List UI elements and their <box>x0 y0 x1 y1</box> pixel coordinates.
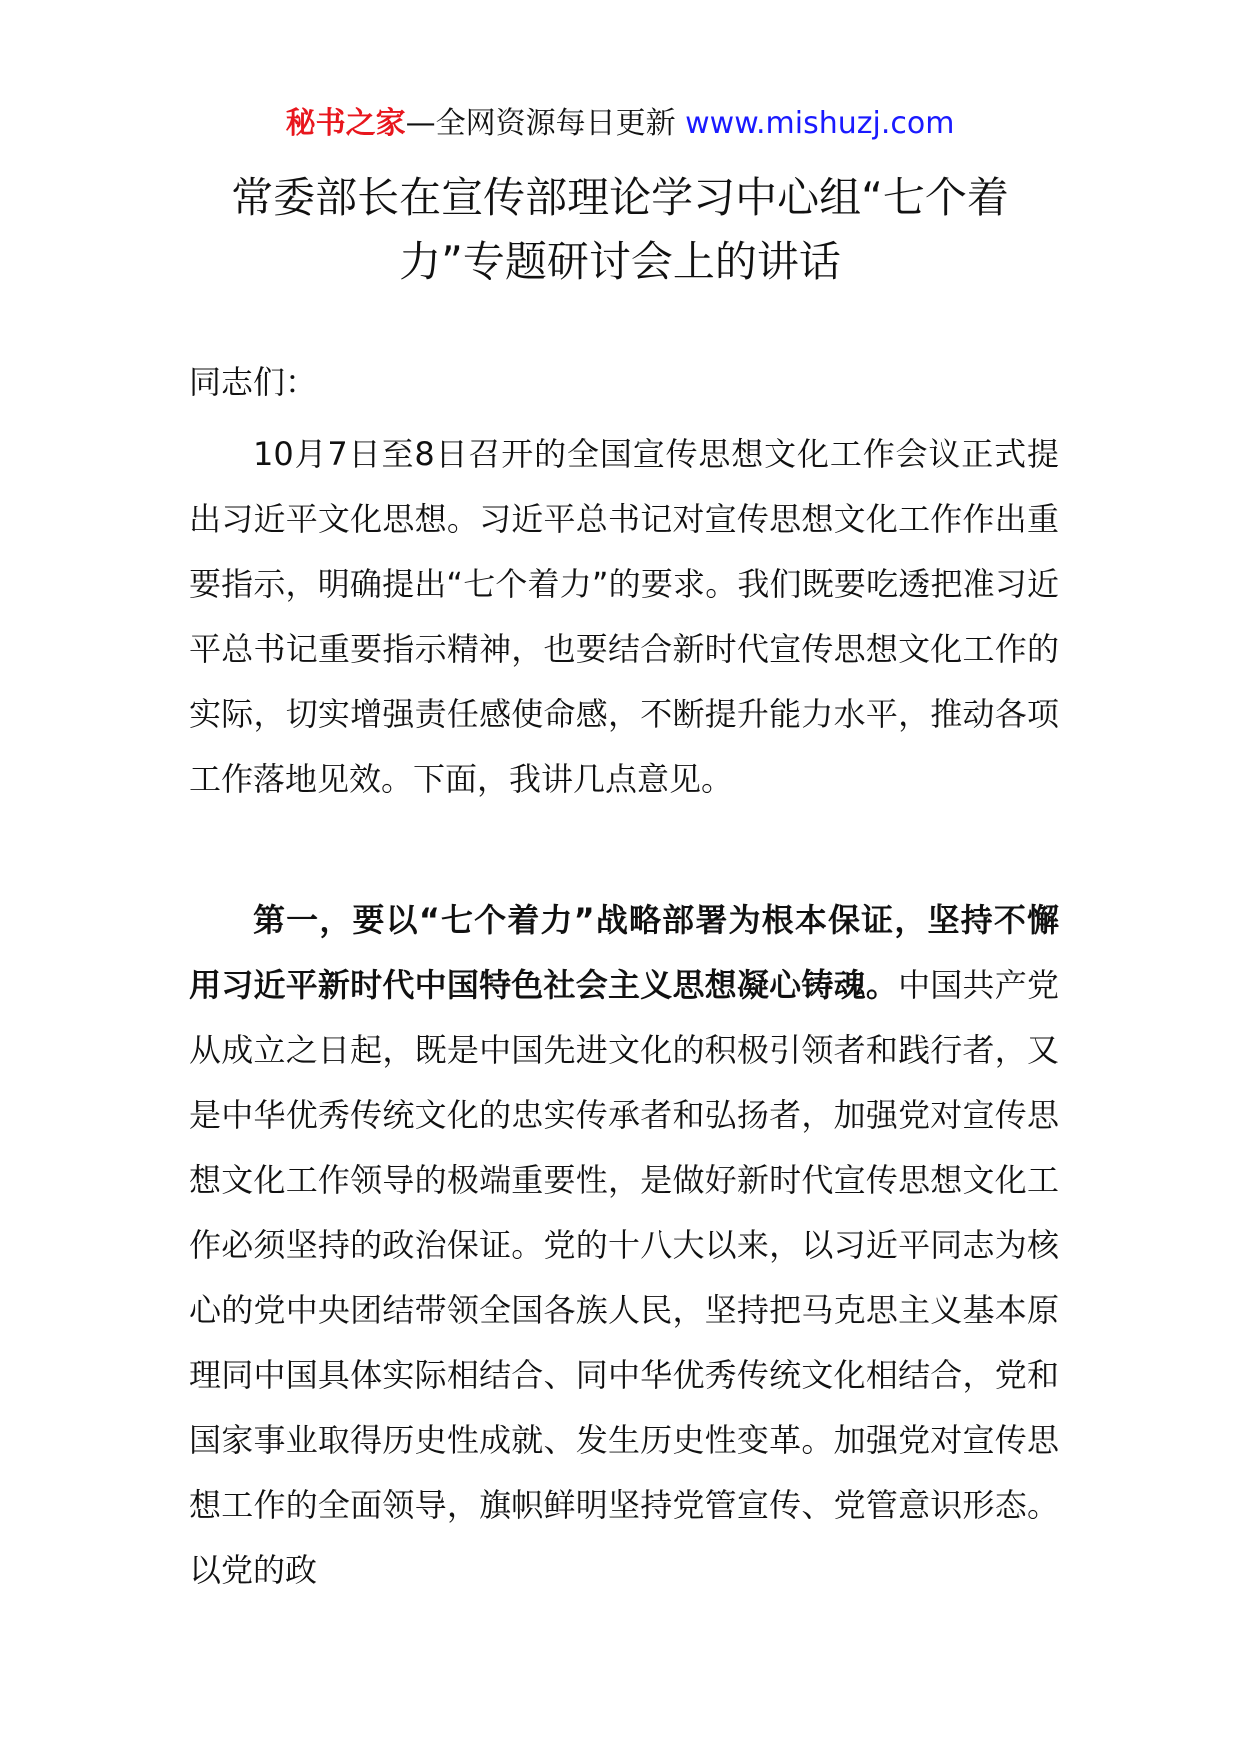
paragraph-2 <box>189 888 1059 1603</box>
paragraph-1 <box>189 422 1059 812</box>
salutation: 同志们： <box>189 363 318 401</box>
paragraph-2-text: 中国共产党从成立之日起，既是中国先进文化的积极引领者和践行者，又是中华优秀传统文化的忠实传承者和弘扬者，加强党对宣传思想文化工作领导的极端重要性，是做好新时代宣传思想文化工作必须坚持的政治保证。党的十八大以来，以习近平同志为核心的党中央团结带领全国各族人民，坚持把马克思主义基本原理同中国具体实际相结合、同中华优秀传统文化相结合，党和国家事业取得历史性成就、发生历史性变革。加强党对宣传思想工作的全面领导，旗帜鲜明坚持党管宣传、党管意识形态。以党的政 <box>189 966 1059 1589</box>
brand-name: 秘书之家 <box>285 106 406 141</box>
paragraph-2-lead: 第一，要以“七个着力”战略部署为根本保证，坚持不懈用习近平新时代中国特色社会主义思想凝心铸魂。 <box>189 901 1059 1004</box>
paragraph-1-text: 10月7日至8日召开的全国宣传思想文化工作会议正式提出习近平文化思想。习近平总书记对宣传思想文化工作作出重要指示，明确提出“七个着力”的要求。我们既要吃透把准习近平总书记重要指示精神，也要结合新时代宣传思想文化工作的实际，切实增强责任感使命感，不断提升能力水平，推动各项工作落地见效。下面，我讲几点意见。 <box>189 435 1059 798</box>
header-tagline: —全网资源每日更新 <box>405 106 686 141</box>
document-title: 常委部长在宣传部理论学习中心组“七个着力”专题研讨会上的讲话 <box>231 173 1009 286</box>
site-header <box>0 104 1240 144</box>
header-url-link[interactable]: www.mishuzj.com <box>685 106 955 141</box>
